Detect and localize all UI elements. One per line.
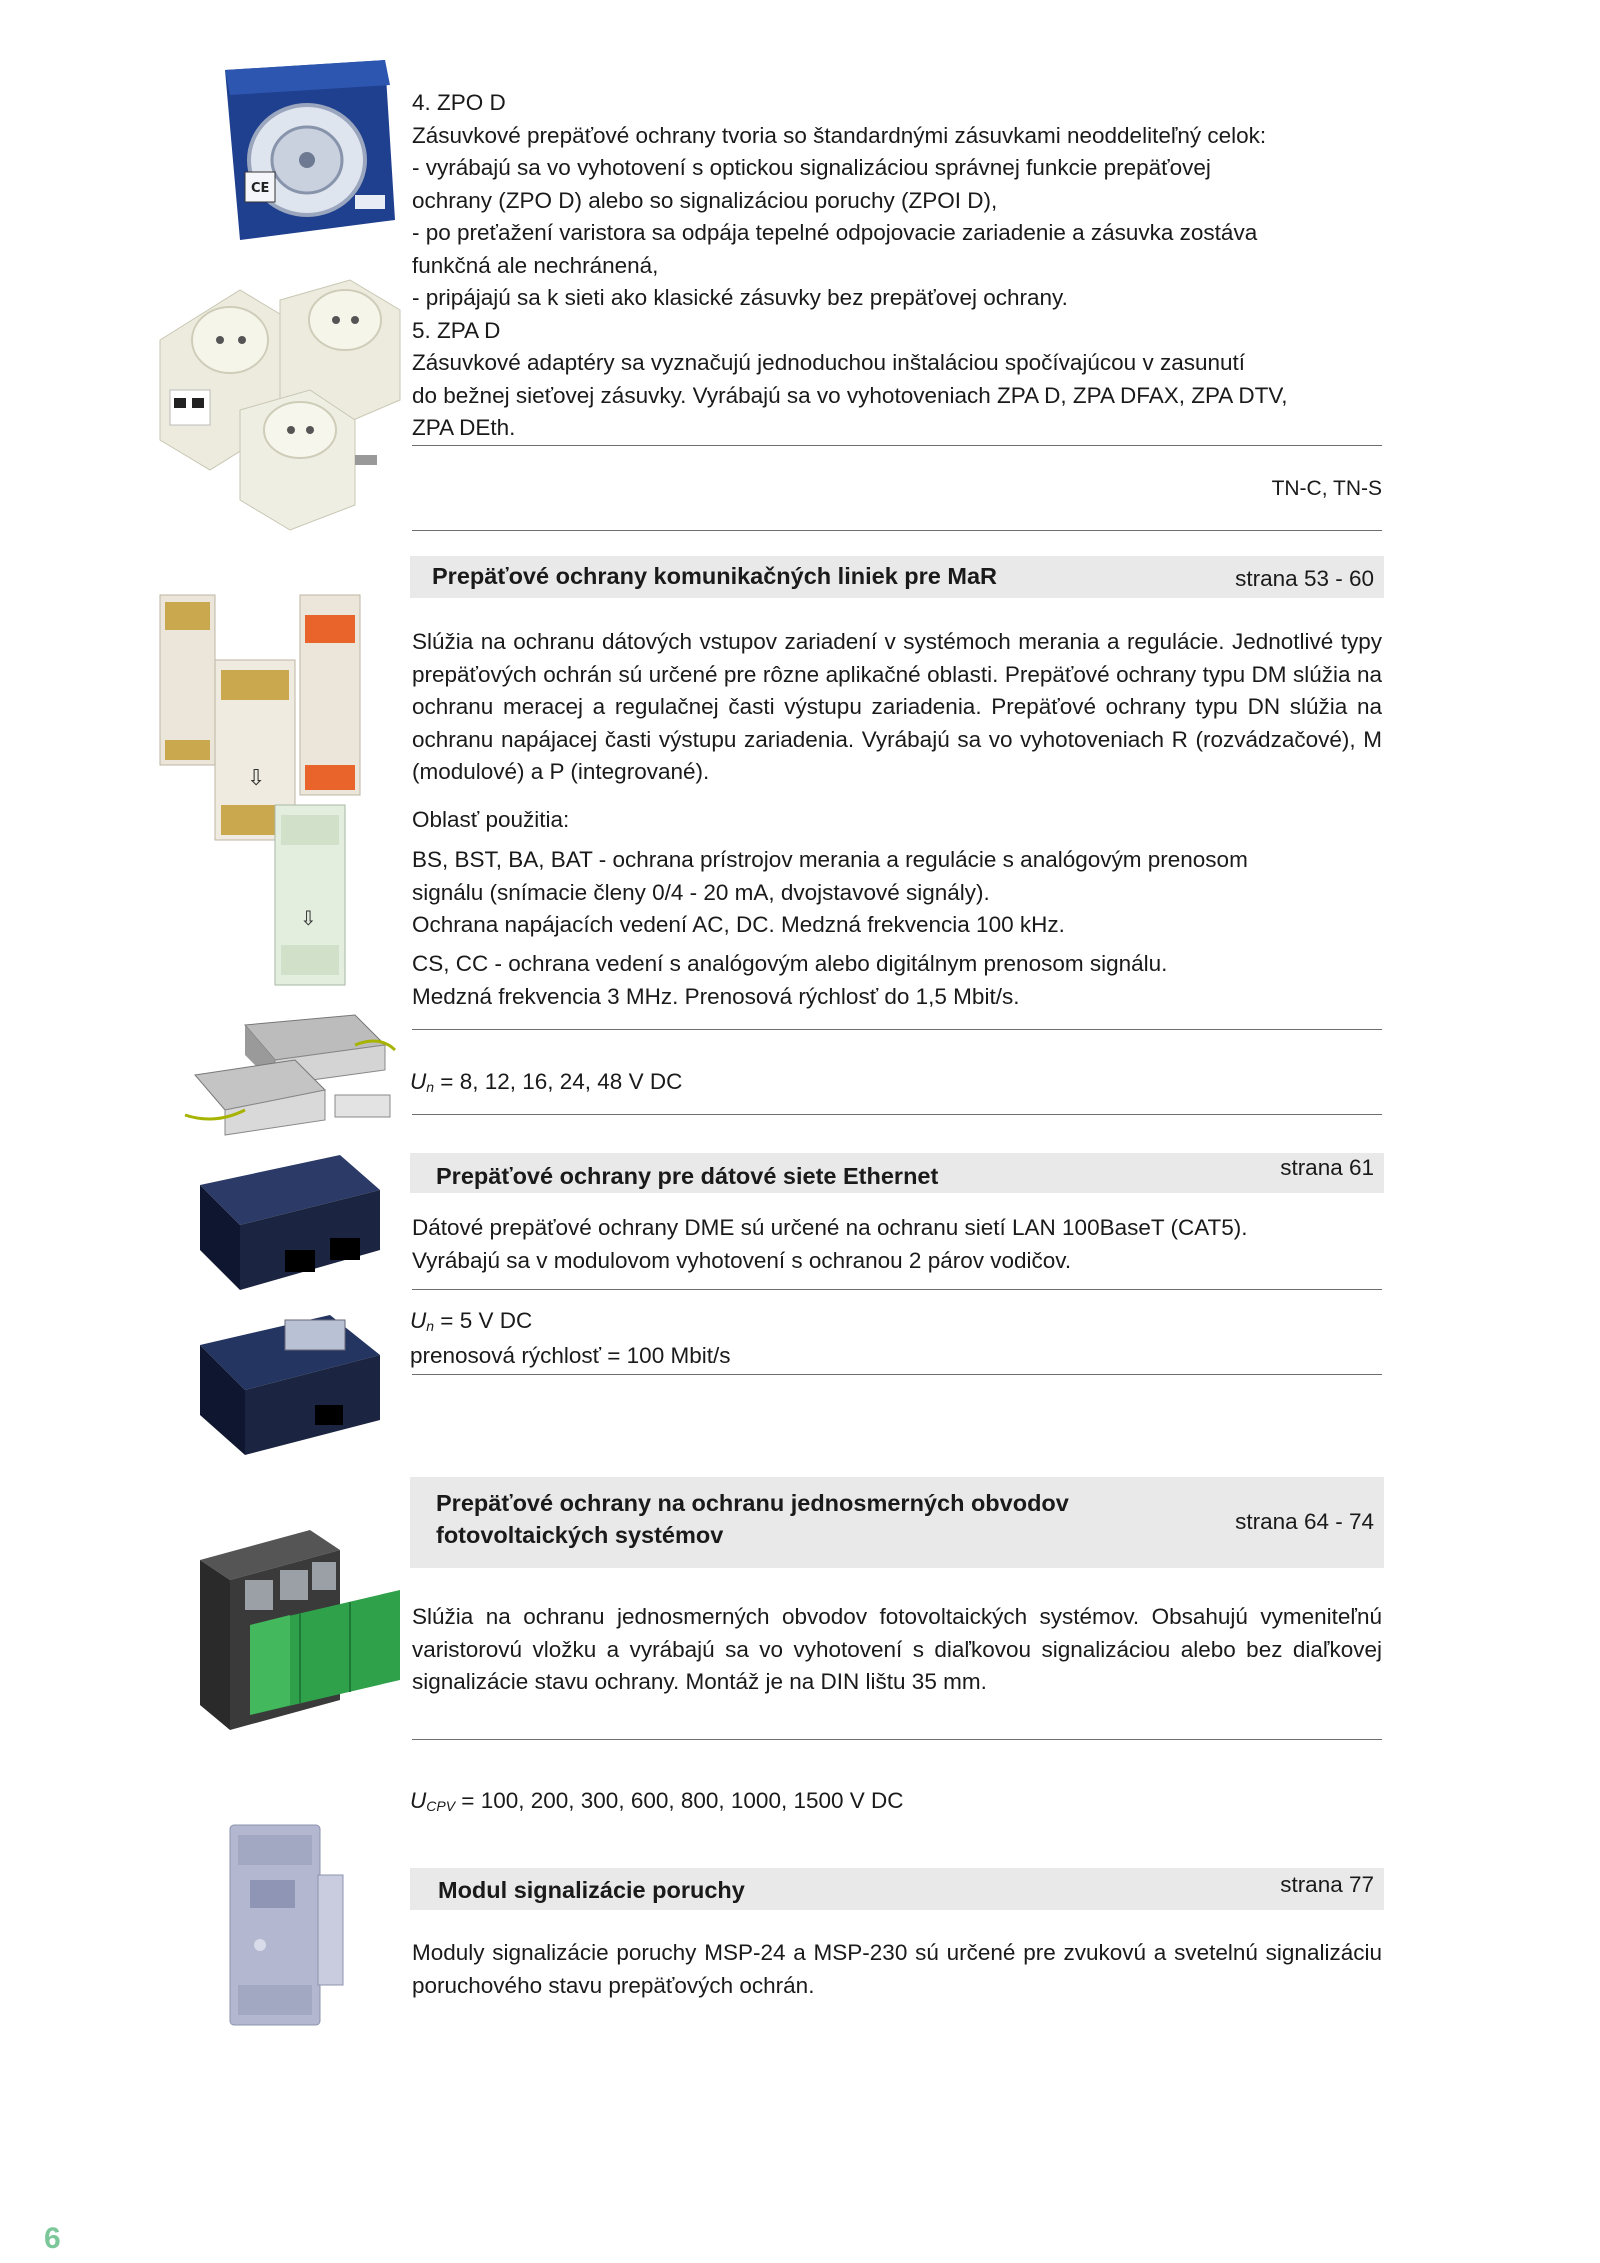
usage-group: [412, 948, 1392, 1013]
page-reference: strana 77: [1280, 1872, 1374, 1897]
zpa-line: ZPA DEth.: [412, 415, 516, 440]
voltage-value: = 5 V DC: [434, 1308, 533, 1333]
usage-label: Oblasť použitia:: [412, 807, 570, 832]
pv-text: Slúžia na ochranu jednosmerných obvodov fotovoltaických systémov. Obsahujú vymeniteľnú varistorovú vložku a vyrábajú sa vo vyhotovení s diaľkovou signalizáciou alebo bez diaľkovej signalizácie stavu ochrany. Montáž je na DIN lištu 35 mm.: [412, 1604, 1382, 1694]
voltage-value: = 100, 200, 300, 600, 800, 1000, 1500 V DC: [455, 1788, 904, 1813]
zpo-section: [412, 87, 1392, 445]
page-number: 6: [44, 2222, 61, 2255]
signal-module-icon: [220, 1825, 350, 2030]
divider: [412, 1739, 1382, 1740]
network-types: TN-C, TN-S: [1271, 477, 1382, 500]
ethernet-line: Vyrábajú sa v modulovom vyhotovení s ochranou 2 párov vodičov.: [412, 1247, 1072, 1273]
page-reference: strana 64 - 74: [1235, 1509, 1374, 1534]
divider: [412, 445, 1382, 446]
mar-intro: Slúžia na ochranu dátových vstupov zariadení v systémoch merania a regulácie. Jednotlivé typy prepäťových ochrán sú určené pre rôzne aplikačné oblasti. Prepäťové ochrany typu DM slúžia na ochranu meracej a regulačnej časti výstupu zariadenia. Prepäťové ochrany typu DN slúžia na ochranu napájacej časti výstupu zariadenia. Vyrábajú sa vo vyhotoveniach R (rozvádzačové), M (modulové) a P (integrované).: [412, 629, 1382, 784]
section-header-ethernet: [410, 1153, 1384, 1193]
zpo-line: - vyrábajú sa vo vyhotovení s optickou signalizáciou správnej funkcie prepäťovej: [412, 155, 1211, 180]
section-title: Modul signalizácie poruchy: [438, 1877, 745, 1903]
usage-line: CS, CC - ochrana vedení s analógovým alebo digitálnym prenosom signálu.: [412, 951, 1168, 976]
usage-line: Medzná frekvencia 3 MHz. Prenosová rýchlosť do 1,5 Mbit/s.: [412, 983, 1020, 1009]
divider: [412, 1029, 1382, 1030]
section-header-msp: [410, 1868, 1384, 1910]
divider: [412, 1114, 1382, 1115]
voltage-value: = 8, 12, 16, 24, 48 V DC: [434, 1069, 683, 1094]
section-header-pv: [410, 1477, 1384, 1568]
divider: [412, 1374, 1382, 1375]
page-reference: strana 53 - 60: [1235, 566, 1374, 591]
zpa-heading: 5. ZPA D: [412, 317, 501, 343]
section-title: Prepäťové ochrany komunikačných liniek pre MaR: [432, 563, 998, 589]
zpo-heading: 4. ZPO D: [412, 90, 506, 115]
svg-text:CE: CE: [251, 181, 270, 196]
voltage-spec: [410, 1305, 730, 1340]
usage-line: BS, BST, BA, BAT - ochrana prístrojov merania a regulácie s analógovým prenosom: [412, 847, 1248, 872]
usage-line: signálu (snímacie členy 0/4 - 20 mA, dvojstavové signály).: [412, 879, 990, 905]
voltage-symbol: $U_n$: [410, 1069, 435, 1095]
voltage-spec: [410, 1066, 682, 1101]
voltage-symbol: $U_{CPV}$: [410, 1788, 456, 1814]
svg-text:⇩: ⇩: [247, 766, 266, 791]
divider: [412, 1289, 1382, 1290]
section-title-line: fotovoltaických systémov: [436, 1522, 724, 1548]
speed-spec: prenosová rýchlosť = 100 Mbit/s: [410, 1342, 731, 1368]
zpo-line: funkčná ale nechránená,: [412, 252, 659, 278]
zpo-line: - pripájajú sa k sieti ako klasické zásuvky bez prepäťovej ochrany.: [412, 285, 1068, 310]
voltage-symbol: $U_n$: [410, 1308, 435, 1334]
zpo-line: Zásuvkové prepäťové ochrany tvoria so štandardnými zásuvkami neoddeliteľný celok:: [412, 122, 1267, 148]
din-module-icon: [155, 590, 400, 990]
voltage-spec: [410, 1785, 904, 1820]
ethernet-specs: [410, 1305, 730, 1372]
socket-module-icon: [195, 60, 395, 250]
zpa-line: do bežnej sieťovej zásuvky. Vyrábajú sa vo vyhotoveniach ZPA D, ZPA DFAX, ZPA DTV,: [412, 382, 1288, 408]
usage-group: [412, 844, 1392, 942]
section-title: [436, 1487, 1069, 1551]
pv-module-icon: [190, 1520, 405, 1740]
dsub-connector-icon: [185, 1015, 400, 1135]
ethernet-module-icon: [190, 1155, 405, 1465]
zpa-line: Zásuvkové adaptéry sa vyznačujú jednoduchou inštaláciou spočívajúcou v zasunutí: [412, 350, 1246, 375]
ethernet-text: [412, 1212, 1392, 1277]
msp-text: Moduly signalizácie poruchy MSP-24 a MSP-230 sú určené pre zvukovú a svetelnú signalizáciu poruchového stavu prepäťových ochrán.: [412, 1940, 1382, 1998]
zpo-line: - po preťažení varistora sa odpája tepelné odpojovacie zariadenie a zásuvka zostáva: [412, 220, 1258, 245]
section-title: Prepäťové ochrany pre dátové siete Ethernet: [436, 1163, 939, 1189]
zpo-line: ochrany (ZPO D) alebo so signalizáciou poruchy (ZPOI D),: [412, 187, 998, 213]
page-reference: strana 61: [1280, 1155, 1374, 1180]
section-header-mar: [410, 556, 1384, 598]
ethernet-line: Dátové prepäťové ochrany DME sú určené na ochranu sietí LAN 100BaseT (CAT5).: [412, 1215, 1248, 1240]
socket-adapter-icon: [150, 280, 410, 530]
section-title-line: Prepäťové ochrany na ochranu jednosmerných obvodov: [436, 1490, 1069, 1516]
divider: [412, 530, 1382, 531]
usage-line: Ochrana napájacích vedení AC, DC. Medzná frekvencia 100 kHz.: [412, 912, 1065, 937]
svg-text:⇩: ⇩: [300, 906, 317, 930]
